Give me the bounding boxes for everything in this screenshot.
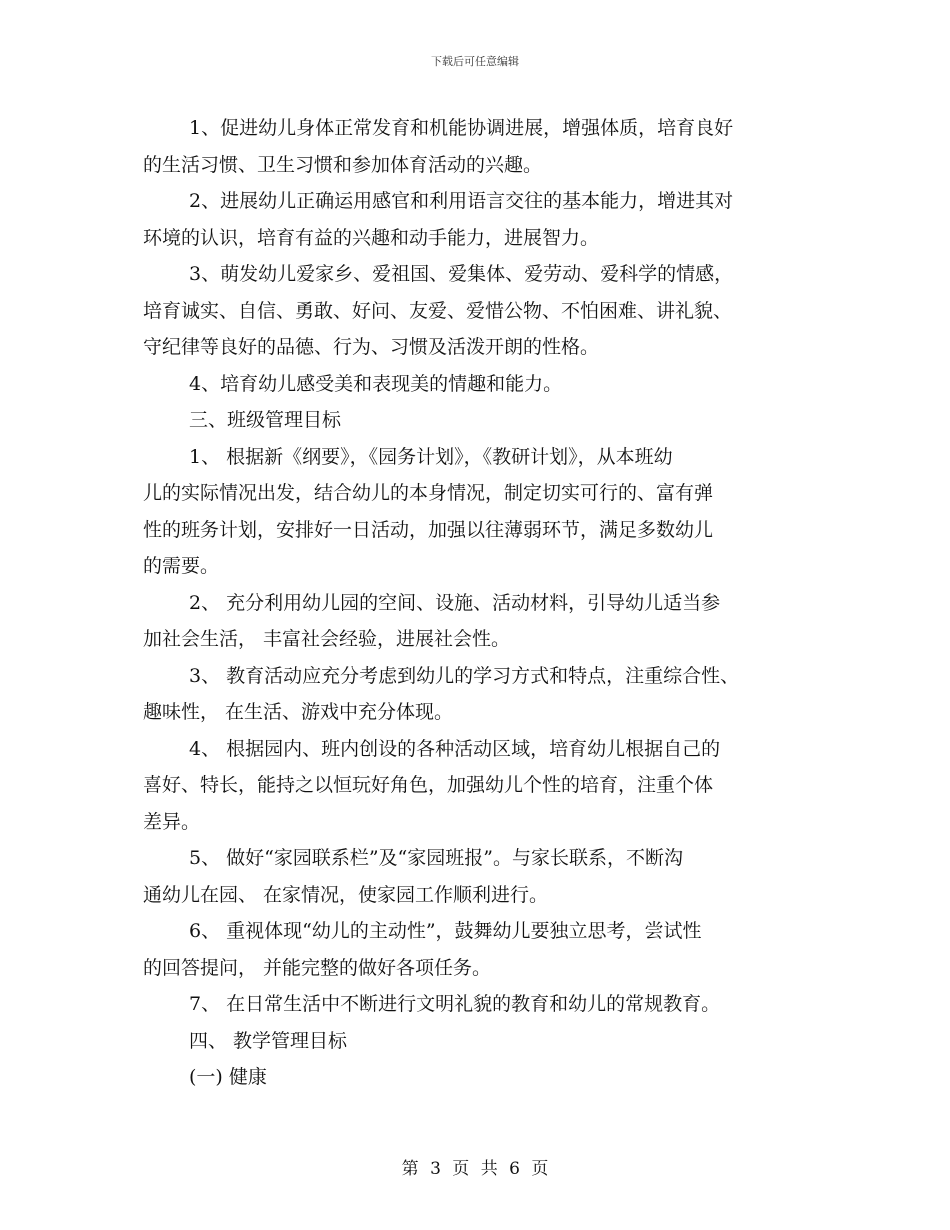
text-line: 4、 根据园内、班内创设的各种活动区域，培育幼儿根据自己的 xyxy=(189,737,721,760)
text-line: (一) 健康 xyxy=(189,1066,267,1088)
text-line: 6、 重视体现“幼儿的主动性”，鼓舞幼儿要独立思考，尝试性 xyxy=(189,920,702,942)
text-line: 趣味性， 在生活、游戏中充分体现。 xyxy=(143,701,454,723)
text-line: 的生活习惯、卫生习惯和参加体育活动的兴趣。 xyxy=(143,153,543,176)
page-header: 下载后可任意编辑 xyxy=(431,55,519,68)
text-line: 1、 根据新《纲要》，《园务计划》，《教研计划》，从本班幼 xyxy=(189,445,673,468)
text-line: 3、 教育活动应充分考虑到幼儿的学习方式和特点，注重综合性、 xyxy=(189,664,740,687)
text-line: 儿的实际情况出发，结合幼儿的本身情况，制定切实可行的、富有弹 xyxy=(143,482,714,504)
text-line: 差异。 xyxy=(143,810,201,833)
text-line: 四、 教学管理目标 xyxy=(189,1029,348,1052)
text-line: 性的班务计划，安排好一日活动，加强以往薄弱环节，满足多数幼儿 xyxy=(143,518,714,541)
text-line: 2、 充分利用幼儿园的空间、设施、活动材料，引导幼儿适当参 xyxy=(189,591,721,614)
text-line: 喜好、特长，能持之以恒玩好角色，加强幼儿个性的培育，注重个体 xyxy=(143,774,714,796)
text-line: 5、 做好“家园联系栏”及“家园班报”。与家长联系，不断沟 xyxy=(189,847,683,869)
text-line: 培育诚实、自信、勇敢、好问、友爱、爱惜公物、不怕困难、讲礼貌、 xyxy=(143,299,733,322)
text-line: 2、进展幼儿正确运用感官和利用语言交往的基本能力，增进其对 xyxy=(189,190,734,212)
text-line: 4、培育幼儿感受美和表现美的情趣和能力。 xyxy=(189,372,563,395)
text-line: 1、促进幼儿身体正常发育和机能协调进展，增强体质，培育良好 xyxy=(189,117,734,139)
text-line: 守纪律等良好的品德、行为、习惯及活泼开朗的性格。 xyxy=(143,336,600,358)
text-line: 三、班级管理目标 xyxy=(189,409,342,431)
page-footer: 第 3 页 共 6 页 xyxy=(401,1159,549,1179)
text-line: 加社会生活， 丰富社会经验，进展社会性。 xyxy=(143,628,511,650)
document-body xyxy=(143,110,811,1096)
text-line: 7、 在日常生活中不断进行文明礼貌的教育和幼儿的常规教育。 xyxy=(189,993,721,1015)
text-line: 的需要。 xyxy=(143,555,220,577)
text-line: 3、萌发幼儿爱家乡、爱祖国、爱集体、爱劳动、爱科学的情感， xyxy=(189,263,734,285)
text-line: 通幼儿在园、 在家情况，使家园工作顺利进行。 xyxy=(143,883,549,906)
text-line: 的回答提问， 并能完整的做好各项任务。 xyxy=(143,956,492,979)
text-line: 环境的认识，培育有益的兴趣和动手能力，进展智力。 xyxy=(143,226,600,249)
